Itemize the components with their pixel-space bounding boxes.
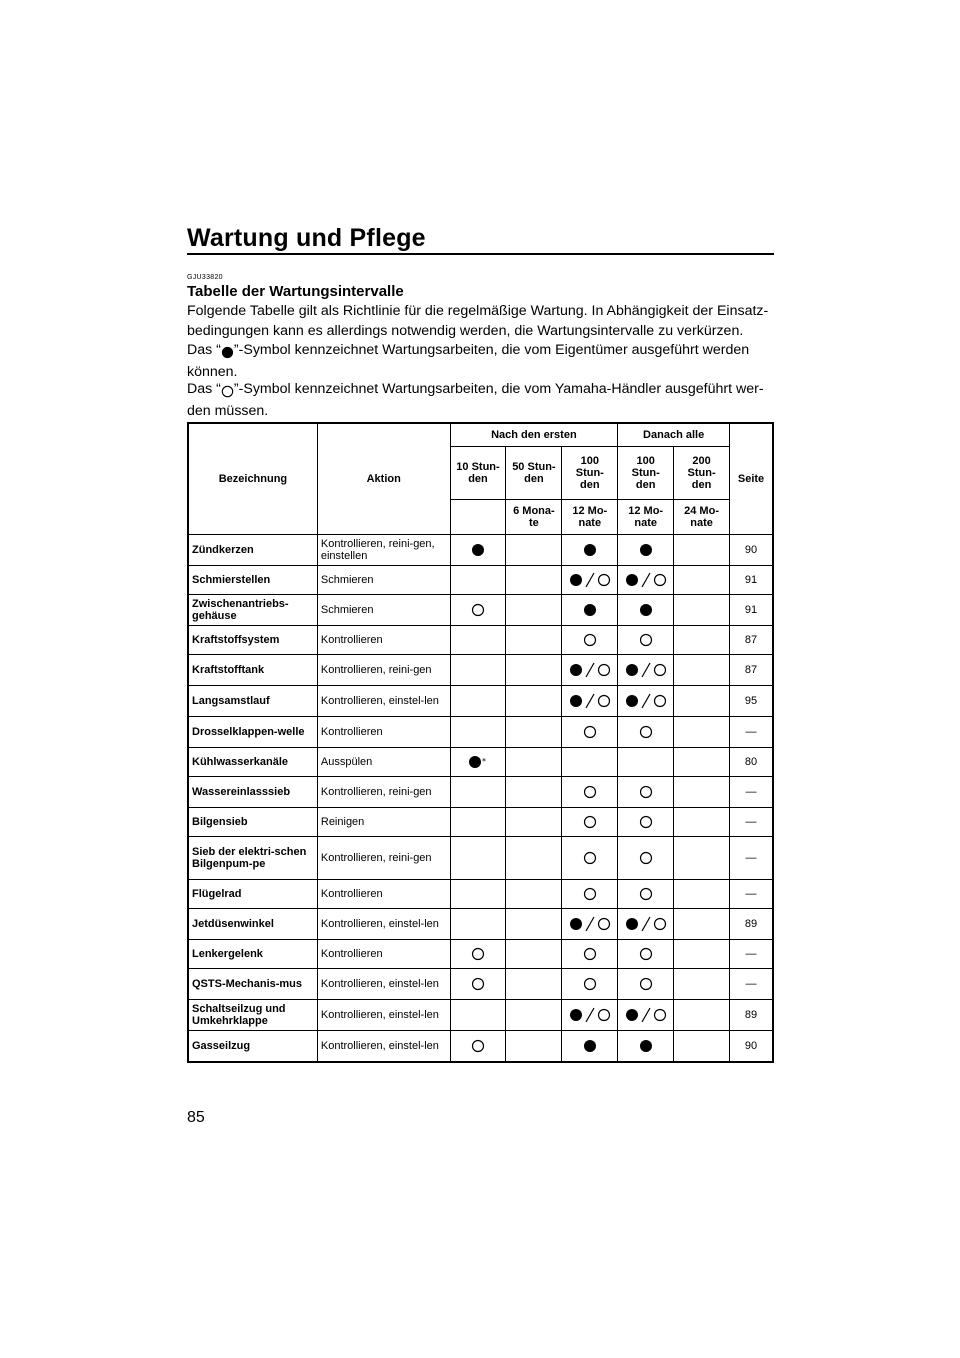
row-mark-1 [506,808,562,837]
row-mark-2 [562,626,618,655]
dealer-prefix: Das “ [187,381,221,397]
table-body [188,535,773,1063]
page-title: Wartung und Pflege [187,224,426,252]
row-mark-1 [506,686,562,717]
row-mark-3 [618,686,674,717]
row-mark-4 [674,837,730,880]
open-circle-icon [471,948,485,960]
open-circle-icon [597,664,611,676]
open-circle-icon [639,634,653,646]
row-action: Kontrollieren, einstel-len [317,686,450,717]
filled-circle-icon [625,695,639,707]
row-mark-4 [674,1031,730,1063]
row-mark-4 [674,748,730,777]
filled-circle-icon [583,604,597,616]
table-row [188,837,773,880]
filled-circle-icon [639,1040,653,1052]
owner-prefix: Das “ [187,342,221,358]
maintenance-table [187,422,774,1063]
row-name: Kraftstoffsystem [188,626,317,655]
row-name: Zwischenantriebs-gehäuse [188,595,317,626]
table-row [188,1000,773,1031]
row-name: Bilgensieb [188,808,317,837]
row-mark-1 [506,535,562,566]
filled-circle-icon [583,1040,597,1052]
table-header [188,423,773,535]
row-action: Kontrollieren, reini-gen [317,837,450,880]
row-mark-3 [618,535,674,566]
row-name: Drosselklappen-welle [188,717,317,748]
row-mark-2 [562,595,618,626]
row-mark-0 [450,595,506,626]
row-mark-4 [674,535,730,566]
row-mark-3 [618,626,674,655]
row-page: 87 [730,655,773,686]
row-action: Schmieren [317,566,450,595]
table-row [188,777,773,808]
header-page: Seite [730,423,773,535]
open-circle-icon [471,604,485,616]
row-mark-4 [674,777,730,808]
row-mark-2 [562,837,618,880]
open-circle-icon [597,918,611,930]
row-mark-2 [562,880,618,909]
open-circle-icon [583,978,597,990]
open-circle-icon [471,978,485,990]
row-name: Jetdüsenwinkel [188,909,317,940]
open-circle-icon [583,948,597,960]
row-action: Kontrollieren, einstel-len [317,1000,450,1031]
filled-circle-icon [221,343,234,363]
open-circle-icon [639,978,653,990]
header-first: Nach den ersten [450,423,618,447]
title-rule [187,253,774,255]
row-action: Ausspülen [317,748,450,777]
open-circle-icon [639,816,653,828]
open-circle-icon [471,1040,485,1052]
row-page: — [730,717,773,748]
filled-circle-icon [468,756,482,768]
slash-icon [583,1009,597,1021]
row-action: Kontrollieren [317,880,450,909]
slash-icon [639,918,653,930]
row-mark-2 [562,940,618,969]
open-circle-icon [653,574,667,586]
owner-symbol-paragraph [187,341,777,382]
header-interval-2: 100 Stun- den [562,447,618,500]
table-row [188,566,773,595]
slash-icon [639,695,653,707]
row-mark-3 [618,777,674,808]
row-mark-4 [674,969,730,1000]
row-mark-0 [450,535,506,566]
row-page: — [730,940,773,969]
row-page: — [730,808,773,837]
filled-circle-icon [471,544,485,556]
row-page: 95 [730,686,773,717]
row-mark-1 [506,717,562,748]
header-name: Bezeichnung [188,423,317,535]
table-row [188,969,773,1000]
open-circle-icon [653,695,667,707]
open-circle-icon [583,634,597,646]
row-name: Langsamstlauf [188,686,317,717]
open-circle-icon [653,918,667,930]
header-every: Danach alle [618,423,730,447]
row-action: Kontrollieren, reini-gen, einstellen [317,535,450,566]
open-circle-icon [639,726,653,738]
row-mark-0 [450,1031,506,1063]
row-page: 89 [730,1000,773,1031]
row-page: 89 [730,909,773,940]
row-page: — [730,777,773,808]
row-mark-2 [562,808,618,837]
row-mark-4 [674,655,730,686]
row-action: Kontrollieren, einstel-len [317,969,450,1000]
row-mark-3 [618,808,674,837]
row-mark-0 [450,808,506,837]
section-code: GJU33820 [187,274,223,281]
row-mark-2 [562,777,618,808]
row-page: — [730,969,773,1000]
table-row [188,626,773,655]
dealer-suffix: ”-Symbol kennzeichnet Wartungsarbeiten, die vom Yamaha-Händler ausgeführt wer-den müssen. [187,381,764,419]
slash-icon [583,664,597,676]
row-mark-3 [618,655,674,686]
row-page: 80 [730,748,773,777]
table-row [188,686,773,717]
row-page: — [730,837,773,880]
row-mark-1 [506,940,562,969]
open-circle-icon [653,664,667,676]
table-row [188,655,773,686]
table-row [188,748,773,777]
row-name: Schaltseilzug und Umkehrklappe [188,1000,317,1031]
row-page: 87 [730,626,773,655]
row-name: Wassereinlasssieb [188,777,317,808]
header-months-2: 12 Mo- nate [562,500,618,535]
table-row [188,595,773,626]
table-row [188,535,773,566]
row-mark-2 [562,717,618,748]
section-heading: Tabelle der Wartungsintervalle [187,283,404,300]
slash-icon [639,664,653,676]
filled-circle-icon [625,664,639,676]
row-mark-1 [506,909,562,940]
open-circle-icon [583,786,597,798]
table-row [188,717,773,748]
row-action: Kontrollieren, einstel-len [317,909,450,940]
row-mark-1 [506,969,562,1000]
header-interval-1: 50 Stun- den [506,447,562,500]
row-page: 90 [730,535,773,566]
row-mark-1 [506,595,562,626]
row-mark-3 [618,909,674,940]
row-mark-2 [562,909,618,940]
row-name: Gasseilzug [188,1031,317,1063]
open-circle-icon [597,574,611,586]
open-circle-icon [639,948,653,960]
row-page: 91 [730,595,773,626]
row-mark-1 [506,777,562,808]
open-circle-icon [639,852,653,864]
row-mark-1 [506,880,562,909]
row-mark-0 [450,717,506,748]
row-action: Kontrollieren [317,717,450,748]
row-name: Lenkergelenk [188,940,317,969]
row-mark-1 [506,748,562,777]
open-circle-icon [639,786,653,798]
header-months-3: 12 Mo- nate [618,500,674,535]
row-mark-4 [674,595,730,626]
row-mark-0 [450,969,506,1000]
row-name: Sieb der elektri-schen Bilgenpum-pe [188,837,317,880]
slash-icon [583,574,597,586]
row-mark-3 [618,1031,674,1063]
row-mark-0 [450,566,506,595]
row-mark-0 [450,909,506,940]
header-months-0 [450,500,506,535]
filled-circle-icon [569,574,583,586]
row-mark-3 [618,837,674,880]
open-circle-icon [583,816,597,828]
open-circle-icon [597,1009,611,1021]
row-mark-2 [562,566,618,595]
header-interval-0: 10 Stun- den [450,447,506,500]
row-mark-3 [618,1000,674,1031]
row-mark-1 [506,655,562,686]
row-action: Schmieren [317,595,450,626]
filled-circle-icon [639,544,653,556]
table-row [188,808,773,837]
filled-circle-icon [625,1009,639,1021]
row-mark-4 [674,626,730,655]
filled-circle-icon [625,574,639,586]
row-mark-1 [506,626,562,655]
header-months-1: 6 Mona- te [506,500,562,535]
slash-icon [583,918,597,930]
row-name: QSTS-Mechanis-mus [188,969,317,1000]
row-mark-0 [450,655,506,686]
row-mark-0 [450,686,506,717]
row-mark-4 [674,1000,730,1031]
row-action: Kontrollieren, reini-gen [317,777,450,808]
row-action: Kontrollieren [317,626,450,655]
row-action: Kontrollieren, einstel-len [317,1031,450,1063]
slash-icon [583,695,597,707]
open-circle-icon [639,888,653,900]
row-mark-4 [674,717,730,748]
row-action: Kontrollieren, reini-gen [317,655,450,686]
filled-circle-icon [569,664,583,676]
row-mark-0 [450,626,506,655]
row-action: Kontrollieren [317,940,450,969]
row-mark-0 [450,837,506,880]
row-mark-0 [450,940,506,969]
row-mark-4 [674,686,730,717]
row-mark-2 [562,1031,618,1063]
row-mark-3 [618,748,674,777]
open-circle-icon [583,888,597,900]
table-row [188,940,773,969]
header-interval-3: 100 Stun- den [618,447,674,500]
row-mark-4 [674,808,730,837]
row-name: Kraftstofftank [188,655,317,686]
open-circle-icon [221,382,234,402]
row-name: Flügelrad [188,880,317,909]
row-mark-2 [562,686,618,717]
owner-suffix: ”-Symbol kennzeichnet Wartungsarbeiten, die vom Eigentümer ausgeführt werden können. [187,342,750,380]
open-circle-icon [583,726,597,738]
row-name: Kühlwasserkanäle [188,748,317,777]
header-months-4: 24 Mo- nate [674,500,730,535]
filled-circle-icon [583,544,597,556]
row-mark-2 [562,535,618,566]
intro-paragraph: Folgende Tabelle gilt als Richtlinie für die regelmäßige Wartung. In Abhängigkeit der Einsatz-bedingungen kann es allerdings notwendig werden, die Wartungsintervalle zu verkürzen. [187,303,769,339]
row-mark-2 [562,748,618,777]
page-number: 85 [187,1109,205,1126]
open-circle-icon [597,695,611,707]
row-mark-1 [506,1000,562,1031]
svg-text:*: * [481,758,486,765]
row-page: 90 [730,1031,773,1063]
row-mark-3 [618,969,674,1000]
table-row [188,1031,773,1063]
row-page: 91 [730,566,773,595]
dealer-symbol-paragraph [187,380,777,421]
slash-icon [639,1009,653,1021]
filled-circle-icon [639,604,653,616]
row-mark-4 [674,566,730,595]
row-mark-3 [618,717,674,748]
row-name: Schmierstellen [188,566,317,595]
row-mark-3 [618,940,674,969]
row-mark-2 [562,1000,618,1031]
row-mark-3 [618,880,674,909]
row-mark-1 [506,566,562,595]
row-mark-1 [506,1031,562,1063]
row-mark-4 [674,880,730,909]
row-mark-0 [450,777,506,808]
row-mark-4 [674,940,730,969]
row-mark-2 [562,969,618,1000]
row-mark-2 [562,655,618,686]
row-mark-0 [450,880,506,909]
row-mark-3 [618,595,674,626]
slash-icon [639,574,653,586]
table-row [188,880,773,909]
header-interval-4: 200 Stun- den [674,447,730,500]
row-page: — [730,880,773,909]
row-mark-0 [450,748,506,777]
row-mark-1 [506,837,562,880]
filled-circle-icon [569,695,583,707]
asterisk-icon [482,755,488,767]
filled-circle-icon [569,1009,583,1021]
table-row [188,909,773,940]
filled-circle-icon [625,918,639,930]
row-action: Reinigen [317,808,450,837]
row-mark-0 [450,1000,506,1031]
row-mark-4 [674,909,730,940]
open-circle-icon [653,1009,667,1021]
header-action: Aktion [317,423,450,535]
row-name: Zündkerzen [188,535,317,566]
filled-circle-icon [569,918,583,930]
open-circle-icon [583,852,597,864]
row-mark-3 [618,566,674,595]
